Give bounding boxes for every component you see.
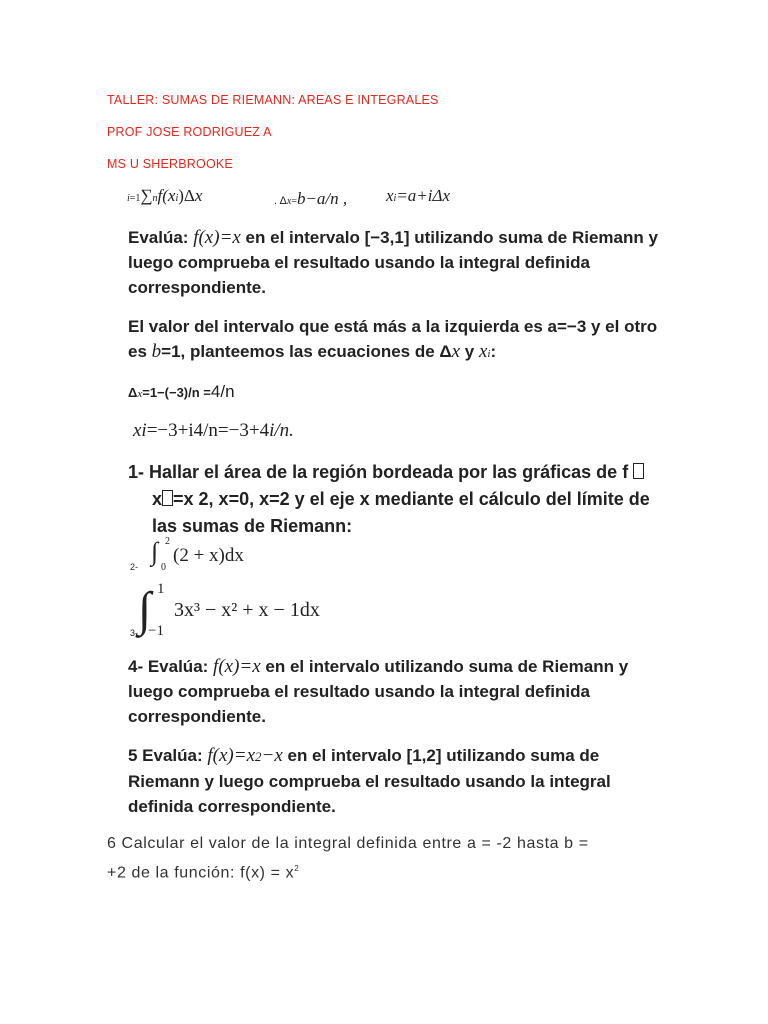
- missing-glyph-icon: [633, 463, 644, 479]
- problem-2-integral-sign: ∫: [151, 537, 159, 566]
- missing-glyph-icon: [162, 490, 173, 506]
- problem-1: 1- Hallar el área de la región bordeada por las gráficas de f x =x 2, x=0, x=2 y el eje x mediante el cálculo del límite de las sumas de Riemann:: [128, 462, 650, 536]
- delta-x-definition: . Δx=b−a/n ,: [274, 189, 348, 208]
- riemann-formula-line: i=1∑nf(xi)Δx: [127, 186, 203, 205]
- worksheet-title: TALLER: SUMAS DE RIEMANN: AREAS E INTEGRALES: [107, 93, 439, 107]
- problem-5: 5 Evalúa: f(x)=x2−x en el intervalo [1,2] utilizando suma de Riemann y luego comprueba el resultado usando la integral definida correspondiente.: [128, 745, 611, 816]
- exercise-intro: Evalúa: f(x)=x en el intervalo [−3,1] utilizando suma de Riemann y luego comprueba el resultado usando la integral definida correspondiente.: [128, 227, 658, 297]
- problem-3-upper-limit: 1: [157, 581, 165, 597]
- problem-6: 6 Calcular el valor de la integral definida entre a = -2 hasta b = +2 de la función: $f(x) = x^2$: [107, 835, 589, 882]
- interval-explanation: El valor del intervalo que está más a la izquierda es a=−3 y el otro es b=1, planteemos las ecuaciones de Δx y xi:: [128, 317, 658, 362]
- problem-2-lower-limit: 0: [161, 562, 166, 573]
- problem-3-lower-limit: −1: [148, 623, 164, 639]
- problem-3-integral-sign: ∫: [138, 583, 152, 636]
- problem-3-number: 3-: [130, 628, 139, 638]
- problem-2-integrand: (2 + x)dx: [173, 545, 244, 566]
- xi-definition: xi=a+iΔx: [386, 186, 451, 205]
- school-name: MS U SHERBROOKE: [107, 157, 233, 171]
- problem-2-upper-limit: 2: [165, 536, 170, 547]
- delta-x-computation: Δx=1−(−3)/n =4/n: [128, 382, 235, 401]
- problem-3-integrand: 3x³ − x² + x − 1dx: [174, 599, 320, 621]
- problem-2-number: 2-: [130, 562, 139, 572]
- xi-computation: xi=−3+i4/n=−3+4i/n.: [133, 420, 294, 441]
- problem-4: 4- Evalúa: f(x)=x en el intervalo utilizando suma de Riemann y luego comprueba el resultado usando la integral definida correspondiente.: [128, 656, 629, 726]
- professor-name: PROF JOSE RODRIGUEZ A: [107, 125, 272, 139]
